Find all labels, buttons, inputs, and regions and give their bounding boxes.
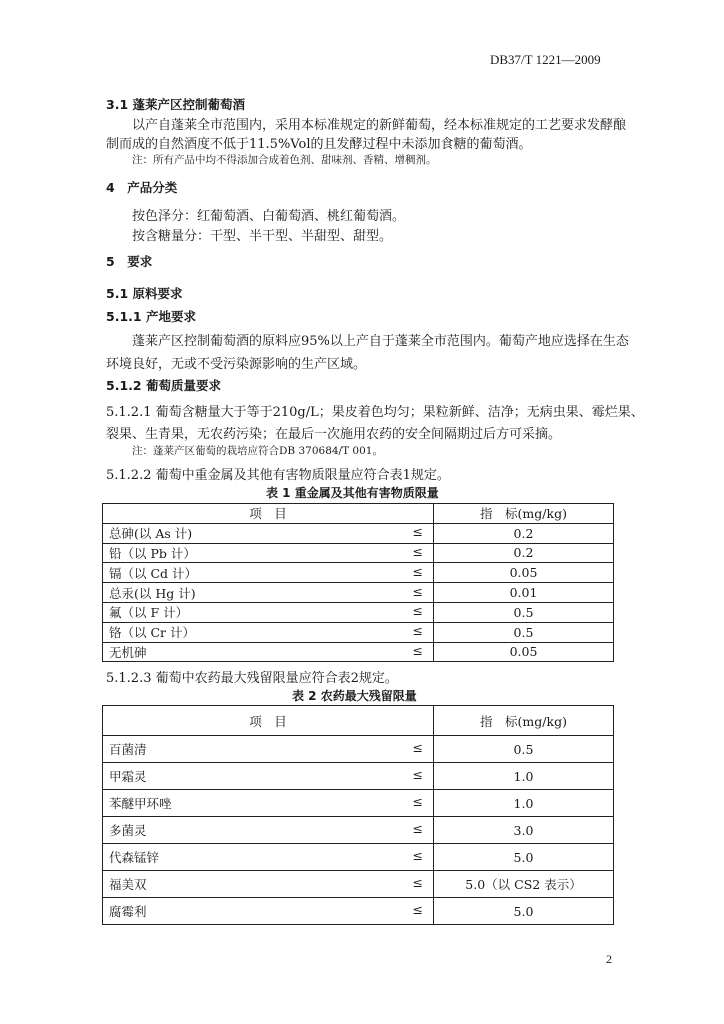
table-row (103, 583, 614, 603)
row-operator: ≤ (412, 821, 423, 836)
row-item-name: 代森锰锌 (109, 850, 160, 865)
row-item-name: 镉（以 Cd 计） (109, 565, 198, 581)
row-operator: ≤ (412, 902, 423, 917)
table-row (103, 790, 614, 817)
table-2 (102, 705, 614, 925)
row-item-name: 无机砷 (109, 644, 147, 660)
section-3-1-note: 注：所有产品中均不得添加合成着色剂、甜味剂、香精、增稠剂。 (132, 154, 437, 166)
section-5-1-title: 5.1 原料要求 (106, 286, 183, 301)
row-value: 0.2 (434, 523, 614, 543)
section-5-1-1-text-line2: 环境良好，无或不受污染源影响的生产区域。 (106, 357, 367, 372)
table-1 (102, 503, 614, 662)
row-item-name: 苯醚甲环唑 (109, 796, 172, 811)
row-value: 1.0 (434, 790, 614, 817)
section-4-text-line2: 按含糖量分：干型、半干型、半甜型、甜型。 (132, 229, 393, 244)
row-item-name: 福美双 (109, 877, 147, 892)
section-5-1-2-1-line1: 5.1.2.1 葡萄含糖量大于等于210g/L；果皮着色均匀；果粒新鲜、洁净；无病虫果、霉烂果、 (106, 405, 644, 420)
section-4-title: 4 产品分类 (106, 180, 178, 195)
table-1-caption: 表 1 重金属及其他有害物质限量 (266, 486, 439, 500)
document-code: DB37/T 1221—2009 (490, 52, 601, 67)
row-value: 0.05 (434, 642, 614, 662)
row-operator: ≤ (412, 740, 423, 755)
row-value: 0.5 (434, 602, 614, 622)
row-value: 1.0 (434, 763, 614, 790)
table-row (103, 523, 614, 543)
table-row (103, 844, 614, 871)
section-5-1-1-title: 5.1.1 产地要求 (106, 309, 196, 324)
row-value: 3.0 (434, 817, 614, 844)
row-item-name: 总砷(以 As 计) (109, 526, 193, 542)
table-1-header-row (103, 504, 614, 524)
table-row (103, 602, 614, 622)
section-5-1-2-1-note: 注：蓬莱产区葡萄的栽培应符合DB 370684/T 001。 (132, 445, 383, 457)
section-3-1-text-line2: 制而成的自然酒度不低于11.5%Vol的且发酵过程中未添加食糖的葡萄酒。 (106, 137, 532, 152)
table-2-caption: 表 2 农药最大残留限量 (292, 689, 417, 703)
row-operator: ≤ (412, 642, 423, 658)
row-item-name: 总汞(以 Hg 计) (109, 585, 196, 601)
section-5-1-2-3-line: 5.1.2.3 葡萄中农药最大残留限量应符合表2规定。 (106, 671, 398, 686)
section-3-1-title: 3.1 蓬莱产区控制葡萄酒 (106, 97, 245, 112)
row-item-name: 百菌清 (109, 742, 147, 757)
row-operator: ≤ (412, 875, 423, 890)
row-value: 0.2 (434, 543, 614, 563)
row-item-name: 多菌灵 (109, 823, 147, 838)
section-5-title: 5 要求 (106, 254, 153, 269)
section-5-1-2-title: 5.1.2 葡萄质量要求 (106, 378, 221, 393)
table-row (103, 563, 614, 583)
table-row (103, 763, 614, 790)
section-5-1-2-1-line2: 裂果、生青果，无农药污染；在最后一次施用农药的安全间隔期过后方可采摘。 (106, 427, 562, 442)
row-operator: ≤ (412, 603, 423, 619)
row-operator: ≤ (412, 794, 423, 809)
row-operator: ≤ (412, 767, 423, 782)
row-operator: ≤ (412, 583, 423, 599)
table-row (103, 898, 614, 925)
row-value: 0.05 (434, 563, 614, 583)
section-5-1-2-2-line: 5.1.2.2 葡萄中重金属及其他有害物质限量应符合表1规定。 (106, 468, 450, 483)
row-operator: ≤ (412, 543, 423, 559)
table-row (103, 622, 614, 642)
table-row (103, 642, 614, 662)
row-operator: ≤ (412, 623, 423, 639)
table-row (103, 736, 614, 763)
section-3-1-text-line1: 以产自蓬莱全市范围内，采用本标准规定的新鲜葡萄，经本标准规定的工艺要求发酵酿 (132, 118, 627, 133)
row-item-name: 铅（以 Pb 计） (109, 545, 196, 561)
row-value: 0.01 (434, 583, 614, 603)
table-1-header-value: 指 标(mg/kg) (434, 504, 614, 524)
table-row (103, 871, 614, 898)
table-2-header-item: 项 目 (103, 706, 434, 736)
row-item-name: 腐霉利 (109, 904, 147, 919)
row-item-name: 氟（以 F 计） (109, 605, 189, 621)
row-operator: ≤ (412, 848, 423, 863)
table-2-header-row (103, 706, 614, 736)
table-row (103, 543, 614, 563)
table-2-header-value: 指 标(mg/kg) (434, 706, 614, 736)
row-value: 0.5 (434, 736, 614, 763)
row-item-name: 铬（以 Cr 计） (109, 625, 195, 641)
row-value: 5.0 (434, 898, 614, 925)
table-1-header-item: 项 目 (103, 504, 434, 524)
page-number: 2 (606, 952, 612, 966)
row-operator: ≤ (412, 563, 423, 579)
section-4-text-line1: 按色泽分：红葡萄酒、白葡萄酒、桃红葡萄酒。 (132, 209, 406, 224)
row-value: 0.5 (434, 622, 614, 642)
row-value: 5.0 (434, 844, 614, 871)
row-value: 5.0（以 CS2 表示） (434, 871, 614, 898)
row-operator: ≤ (412, 524, 423, 540)
row-item-name: 甲霜灵 (109, 769, 147, 784)
section-5-1-1-text-line1: 蓬莱产区控制葡萄酒的原料应95%以上产自于蓬莱全市范围内。葡萄产地应选择在生态 (132, 334, 629, 349)
table-row (103, 817, 614, 844)
